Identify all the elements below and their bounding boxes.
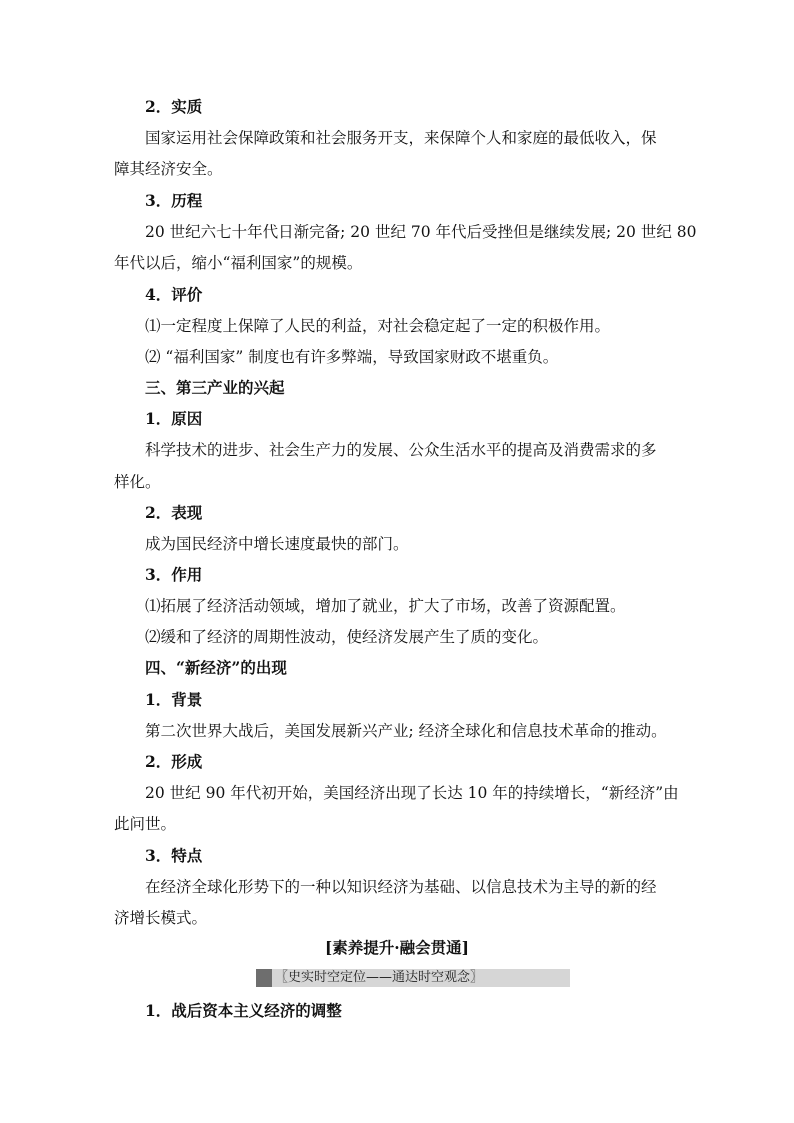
banner-open-bracket: 〖 <box>275 970 289 985</box>
heading-background: 1．背景 <box>145 690 203 709</box>
banner-label <box>275 969 483 987</box>
paragraph-line: ⑵ “福利国家” 制度也有许多弊端，导致国家财政不堪重负。 <box>145 348 559 366</box>
paragraph-line: 济增长模式。 <box>114 909 208 927</box>
section-heading-tertiary-industry: 三、第三产业的兴起 <box>145 378 285 397</box>
paragraph-line: 20 世纪六七十年代日渐完备; 20 世纪 70 年代后受挫但是继续发展; 20 世纪 80 <box>145 223 697 241</box>
paragraph-line: 在经济全球化形势下的一种以知识经济为基础、以信息技术为主导的新的经 <box>145 878 657 896</box>
paragraph-line: 科学技术的进步、社会生产力的发展、公众生活水平的提高及消费需求的多 <box>145 441 657 459</box>
paragraph-line: 年代以后，缩小“福利国家”的规模。 <box>114 254 363 272</box>
heading-formation: 2．形成 <box>145 752 203 771</box>
heading-features: 3．特点 <box>145 846 203 865</box>
heading-postwar-adjustment: 1．战后资本主义经济的调整 <box>145 1001 342 1020</box>
heading-essence: 2．实质 <box>145 97 203 116</box>
heading-manifestation: 2．表现 <box>145 503 203 522</box>
paragraph-line: ⑴拓展了经济活动领域，增加了就业，扩大了市场，改善了资源配置。 <box>145 597 626 615</box>
paragraph-line: 成为国民经济中增长速度最快的部门。 <box>145 535 409 553</box>
banner-marker <box>256 969 272 987</box>
heading-cause: 1．原因 <box>145 409 203 428</box>
paragraph-line: ⑴一定程度上保障了人民的利益，对社会稳定起了一定的积极作用。 <box>145 317 611 335</box>
section-heading-new-economy: 四、“新经济”的出现 <box>145 658 287 677</box>
banner-text: 史实时空定位——通达时空观念 <box>288 970 471 985</box>
heading-history: 3．历程 <box>145 191 203 210</box>
topic-banner <box>256 969 570 987</box>
paragraph-line: 样化。 <box>114 473 161 491</box>
section-title-literacy: [素养提升·融会贯通] <box>324 938 470 957</box>
heading-evaluation: 4．评价 <box>145 285 203 304</box>
paragraph-line: 20 世纪 90 年代初开始，美国经济出现了长达 10 年的持续增长，“新经济”由 <box>145 784 679 802</box>
paragraph-line: 此问世。 <box>114 815 177 833</box>
heading-effect: 3．作用 <box>145 565 203 584</box>
paragraph-line: ⑵缓和了经济的周期性波动，使经济发展产生了质的变化。 <box>145 628 549 646</box>
paragraph-line: 第二次世界大战后，美国发展新兴产业; 经济全球化和信息技术革命的推动。 <box>145 722 667 740</box>
paragraph-line: 国家运用社会保障政策和社会服务开支，来保障个人和家庭的最低收入，保 <box>145 129 657 147</box>
banner-close-bracket: 〗 <box>470 970 484 985</box>
paragraph-line: 障其经济安全。 <box>114 160 223 178</box>
